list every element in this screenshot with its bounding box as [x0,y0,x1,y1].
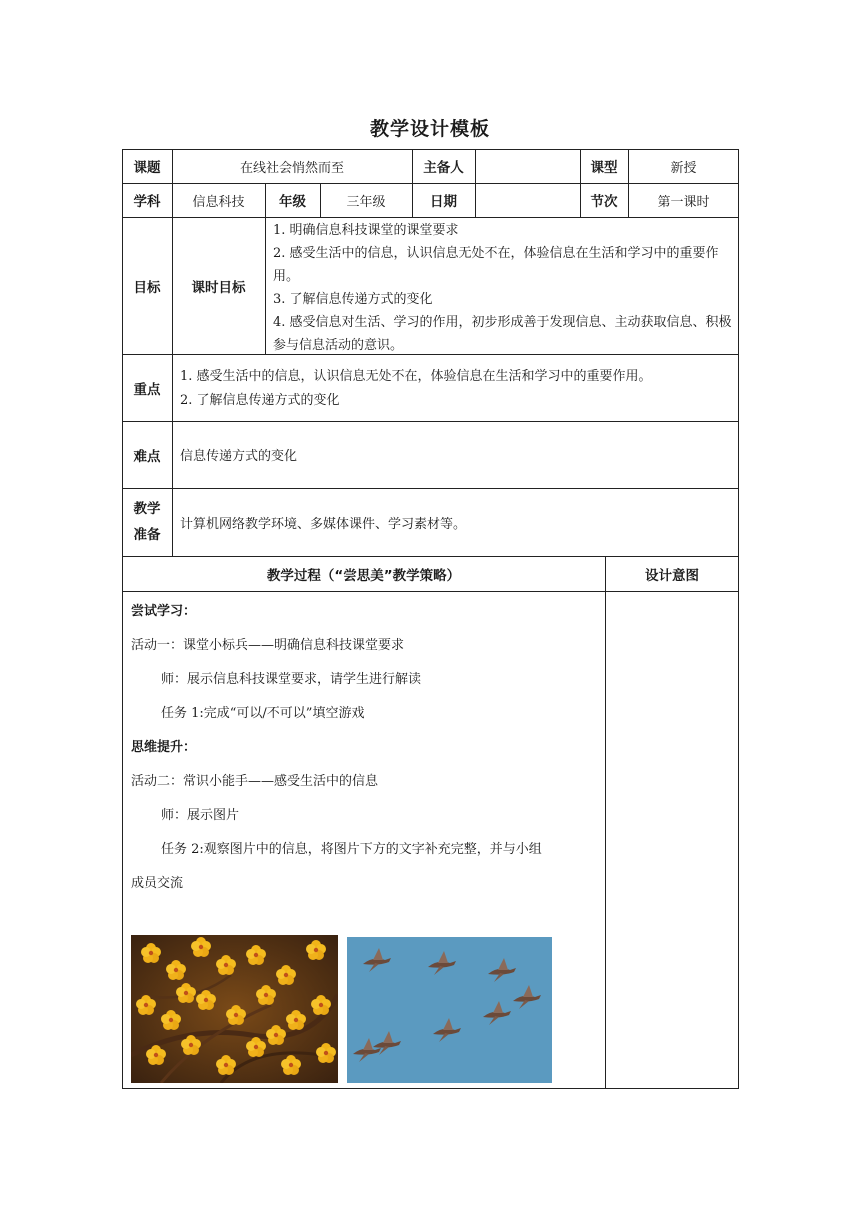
teacher-line-2: 师：展示图片 [161,808,240,823]
subject-label: 学科 [133,194,161,210]
goal-item: 1. 明确信息科技课堂的课堂要求 [273,223,459,238]
date-label: 日期 [430,194,457,210]
period-label: 节次 [590,194,618,210]
goals-list [273,219,735,357]
difficulties-label: 难点 [133,448,161,465]
date-value [475,183,580,217]
key-points-label: 重点 [133,381,161,398]
process-header: 教学过程（“尝思美”教学策略） [266,567,461,584]
key-point-item: 1. 感受生活中的信息，认识信息无处不在，体验信息在生活和学习中的重要作用。 [180,369,652,384]
key-points-list [180,365,735,413]
goal-item: 3. 了解信息传递方式的变化 [273,292,433,307]
period-value: 第一课时 [657,194,710,210]
page-title: 教学设计模板 [369,118,490,140]
geese-photo [347,937,552,1083]
preparer-value [475,149,580,183]
flowers-photo [131,935,338,1083]
key-point-item: 2. 了解信息传递方式的变化 [180,393,340,408]
preparation-label: 教学 准备 [133,501,161,543]
task-2: 任务 2:观察图片中的信息，将图片下方的文字补充完整，并与小组 [161,842,542,857]
lesson-goals-label: 课时目标 [191,279,246,296]
grade-label: 年级 [279,194,306,210]
goal-item: 4. 感受信息对生活、学习的作用，初步形成善于发现信息、主动获取信息、积极参与信息活动的意识。 [273,315,732,353]
type-label: 课型 [590,160,618,176]
activity-2: 活动二：常识小能手——感受生活中的信息 [131,774,379,789]
teacher-line-1: 师：展示信息科技课堂要求，请学生进行解读 [161,672,422,687]
topic-label: 课题 [133,160,161,176]
design-intent-header: 设计意图 [645,567,699,584]
task-2-continued: 成员交流 [131,876,184,891]
preparation-text: 计算机网络教学环境、多媒体课件、学习素材等。 [180,516,467,532]
difficulties-text: 信息传递方式的变化 [180,449,298,464]
activity-1: 活动一：课堂小标兵——明确信息科技课堂要求 [131,638,405,653]
topic-value: 在线社会悄然而至 [239,160,344,176]
grade-value: 三年级 [346,194,386,210]
task-1: 任务 1:完成“可以/不可以”填空游戏 [161,706,365,721]
goal-item: 2. 感受生活中的信息，认识信息无处不在，体验信息在生活和学习中的重要作用。 [273,246,719,284]
type-value: 新授 [670,160,697,176]
section-thinking: 思维提升： [131,740,197,755]
preparer-label: 主备人 [423,160,464,176]
subject-value: 信息科技 [192,194,245,210]
section-trial-learning: 尝试学习： [131,604,197,619]
goals-label: 目标 [133,279,161,296]
